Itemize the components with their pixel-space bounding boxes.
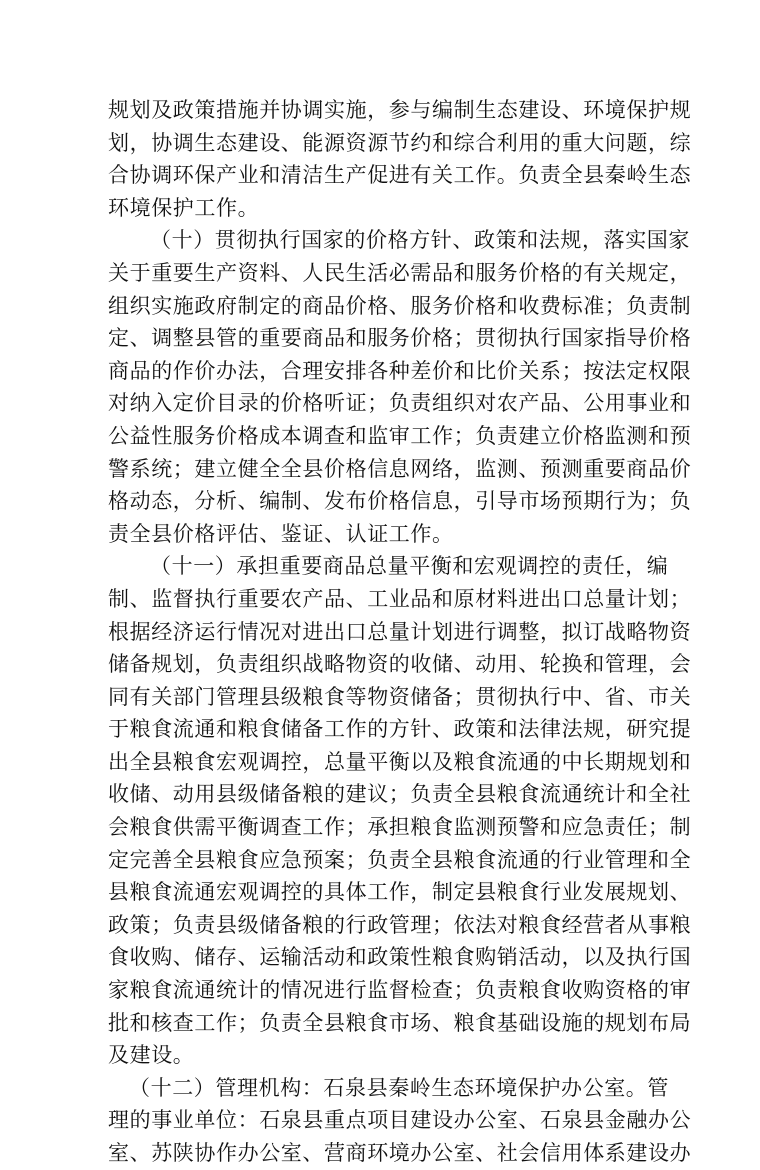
text-line: 会粮食供需平衡调查工作；承担粮食监测预警和应急责任；制 <box>108 815 692 840</box>
text-line: 储备规划，负责组织战略物资的收储、动用、轮换和管理，会 <box>108 652 692 677</box>
text-line: 环境保护工作。 <box>108 195 260 220</box>
text-line: 关于重要生产资料、人民生活必需品和服务价格的有关规定， <box>108 260 692 285</box>
text-line: 室、苏陕协作办公室、营商环境办公室、社会信用体系建设办 <box>108 1141 692 1165</box>
text-line: 合协调环保产业和清洁生产促进有关工作。负责全县秦岭生态 <box>108 163 692 188</box>
text-line: 公益性服务价格成本调查和监审工作；负责建立价格监测和预 <box>108 423 692 448</box>
text-line: 食收购、储存、运输活动和政策性粮食购销活动，以及执行国 <box>108 945 692 970</box>
text-line: 制、监督执行重要农产品、工业品和原材料进出口总量计划； <box>108 586 692 611</box>
text-line: 划，协调生态建设、能源资源节约和综合利用的重大问题，综 <box>108 130 692 155</box>
text-line: 同有关部门管理县级粮食等物资储备；贯彻执行中、省、市关 <box>108 684 692 709</box>
text-line: （十一）承担重要商品总量平衡和宏观调控的责任，编 <box>150 554 669 579</box>
text-line: 规划及政策措施并协调实施，参与编制生态建设、环境保护规 <box>108 98 692 122</box>
text-line: 政策；负责县级储备粮的行政管理；依法对粮食经营者从事粮 <box>108 912 692 937</box>
text-line: 对纳入定价目录的价格听证；负责组织对农产品、公用事业和 <box>108 391 692 416</box>
text-line: （十）贯彻执行国家的价格方针、政策和法规，落实国家 <box>150 228 690 253</box>
text-line: 商品的作价办法，合理安排各种差价和比价关系；按法定权限 <box>108 358 692 383</box>
text-line: 根据经济运行情况对进出口总量计划进行调整，拟订战略物资 <box>108 619 692 644</box>
text-line: 家粮食流通统计的情况进行监督检查；负责粮食收购资格的审 <box>108 978 692 1003</box>
text-line: 理的事业单位：石泉县重点项目建设办公室、石泉县金融办公 <box>108 1108 692 1133</box>
text-line: 县粮食流通宏观调控的具体工作，制定县粮食行业发展规划、 <box>108 880 692 905</box>
text-line: 定完善全县粮食应急预案；负责全县粮食流通的行业管理和全 <box>108 847 692 872</box>
text-line: 及建设。 <box>108 1043 195 1068</box>
text-line: 定、调整县管的重要商品和服务价格；贯彻执行国家指导价格 <box>108 326 692 351</box>
text-line: 责全县价格评估、鉴证、认证工作。 <box>108 521 454 546</box>
text-line: 格动态，分析、编制、发布价格信息，引导市场预期行为；负 <box>108 489 692 514</box>
text-line: （十二）管理机构：石泉县秦岭生态环境保护办公室。管 <box>129 1075 669 1100</box>
text-line: 批和核查工作；负责全县粮食市场、粮食基础设施的规划布局 <box>108 1010 692 1035</box>
text-line: 收储、动用县级储备粮的建议；负责全县粮食流通统计和全社 <box>108 782 692 807</box>
text-line: 于粮食流通和粮食储备工作的方针、政策和法律法规，研究提 <box>108 717 692 742</box>
body-text <box>108 94 692 1170</box>
text-line: 警系统；建立健全全县价格信息网络，监测、预测重要商品价 <box>108 456 692 481</box>
text-line: 出全县粮食宏观调控，总量平衡以及粮食流通的中长期规划和 <box>108 749 692 774</box>
text-line: 组织实施政府制定的商品价格、服务价格和收费标准；负责制 <box>108 293 692 318</box>
